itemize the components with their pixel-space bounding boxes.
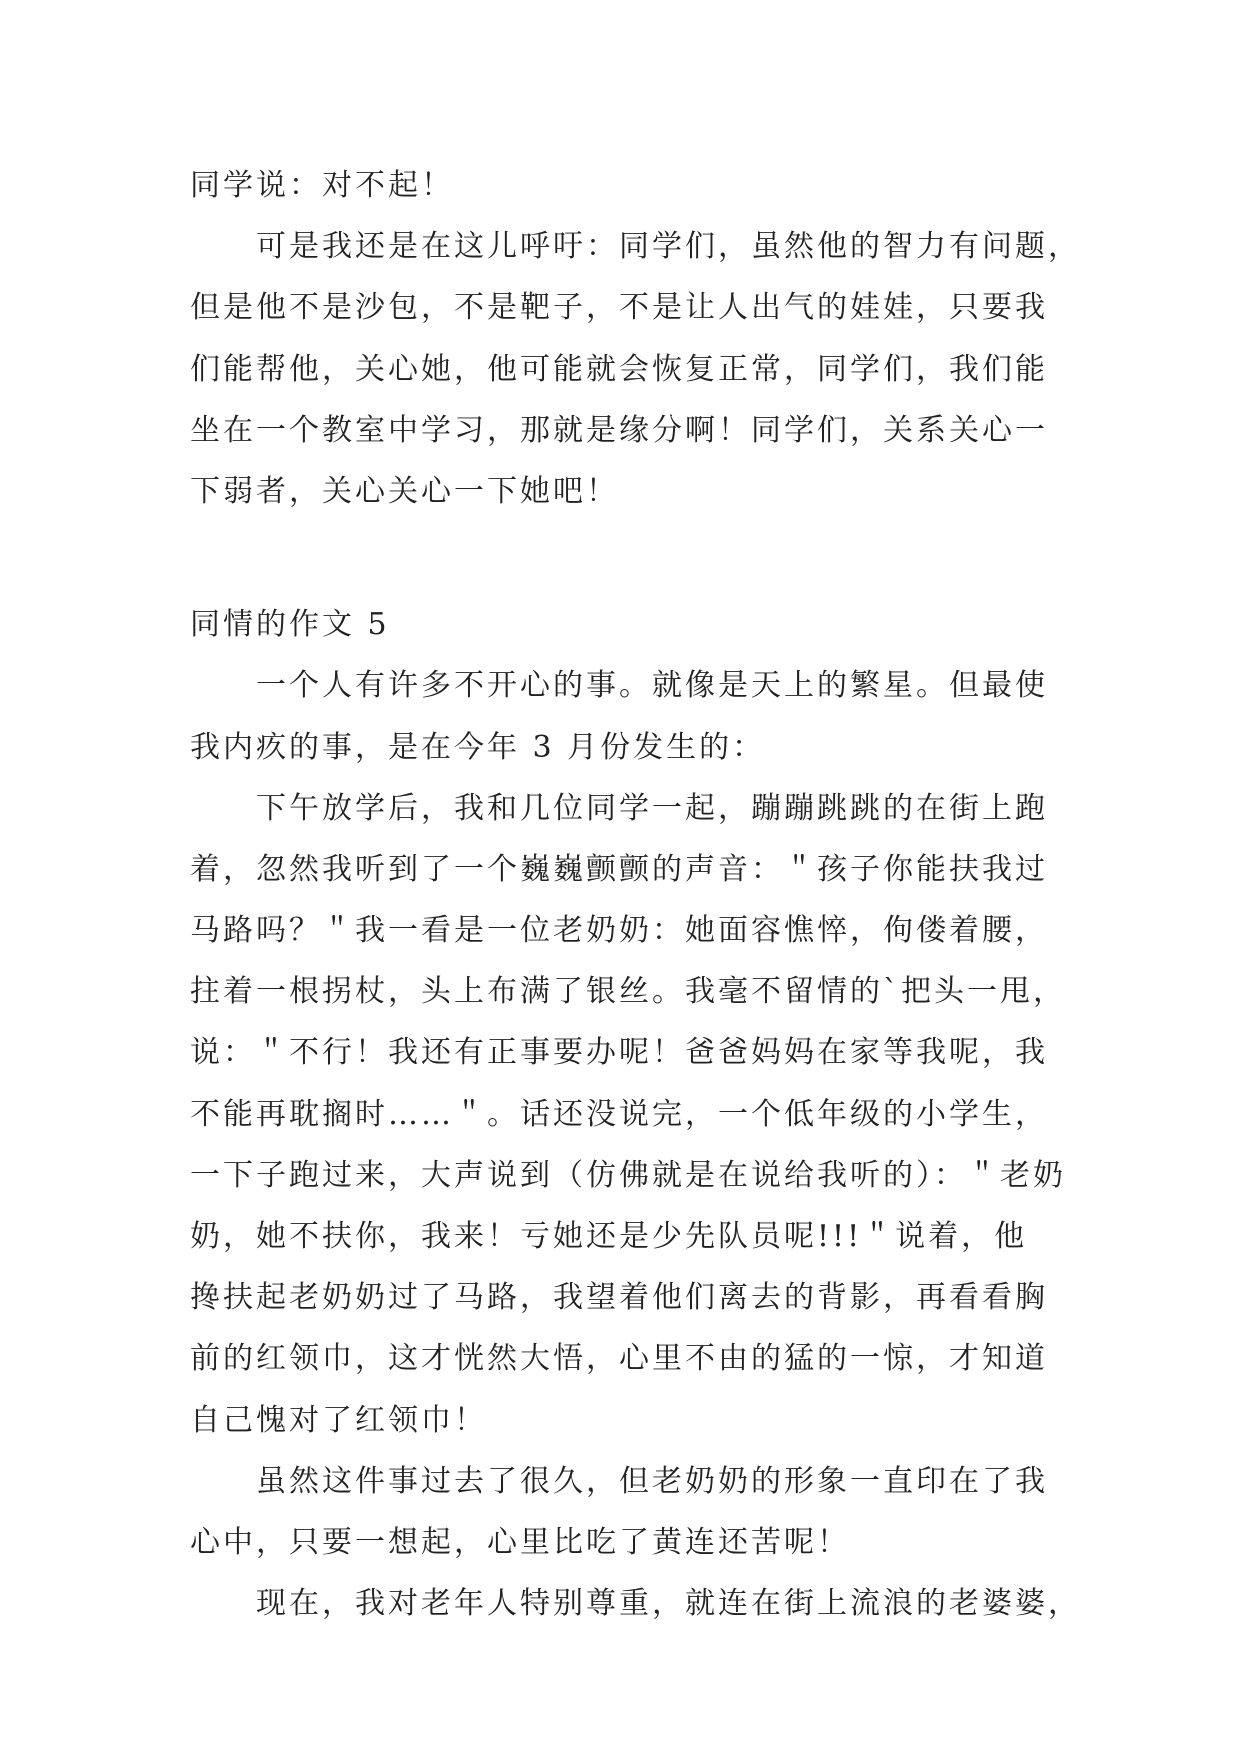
document-body [190, 155, 1081, 1634]
text-line: 一下子跑过来，大声说到（仿佛就是在说给我听的）：＂老奶 [190, 1157, 1066, 1193]
text-line: 我内疚的事，是在今年 3 月份发生的： [190, 729, 766, 765]
text-line: 奶，她不扶你，我来！亏她还是少先队员呢!!!＂说着，他 [190, 1219, 1028, 1254]
text-line: 前的红领巾，这才恍然大悟，心里不由的猛的一惊，才知道 [190, 1341, 1048, 1377]
text-line: 心中，只要一想起，心里比吃了黄连还苦呢！ [190, 1524, 850, 1560]
paragraph-start: 下午放学后，我和几位同学一起，蹦蹦跳跳的在街上跑 [256, 790, 1048, 826]
section-gap [190, 522, 1060, 594]
section-title: 同情的作文 5 [190, 607, 390, 643]
text-line: 同学说：对不起！ [190, 168, 454, 203]
text-line: 搀扶起老奶奶过了马路，我望着他们离去的背影，再看看胸 [190, 1280, 1048, 1316]
text-line: 拄着一根拐杖，头上布满了银丝。我毫不留情的`把头一甩， [190, 974, 1066, 1010]
paragraph-start: 现在，我对老年人特别尊重，就连在街上流浪的老婆婆， [256, 1586, 1081, 1622]
paragraph-start: 虽然这件事过去了很久，但老奶奶的形象一直印在了我 [256, 1463, 1048, 1499]
text-line: 自己愧对了红领巾！ [190, 1402, 487, 1438]
text-line: 说：＂不行！我还有正事要办呢！爸爸妈妈在家等我呢，我 [190, 1035, 1048, 1071]
paragraph-start: 一个人有许多不开心的事。就像是天上的繁星。但最使 [256, 668, 1048, 704]
text-line: 坐在一个教室中学习，那就是缘分啊！同学们，关系关心一 [190, 412, 1048, 448]
text-line: 下弱者，关心关心一下她吧！ [190, 473, 619, 509]
text-line: 们能帮他，关心她，他可能就会恢复正常，同学们，我们能 [190, 351, 1048, 387]
paragraph-start: 可是我还是在这儿呼吁：同学们，虽然他的智力有问题， [256, 229, 1081, 265]
text-line: 马路吗？＂我一看是一位老奶奶：她面容憔悴，佝偻着腰， [190, 913, 1048, 949]
text-line: 但是他不是沙包，不是靶子，不是让人出气的娃娃，只要我 [190, 290, 1048, 326]
text-line: 不能再耽搁时……＂。话还没说完，一个低年级的小学生， [190, 1096, 1048, 1132]
text-line: 着，忽然我听到了一个巍巍颤颤的声音：＂孩子你能扶我过 [190, 851, 1048, 887]
